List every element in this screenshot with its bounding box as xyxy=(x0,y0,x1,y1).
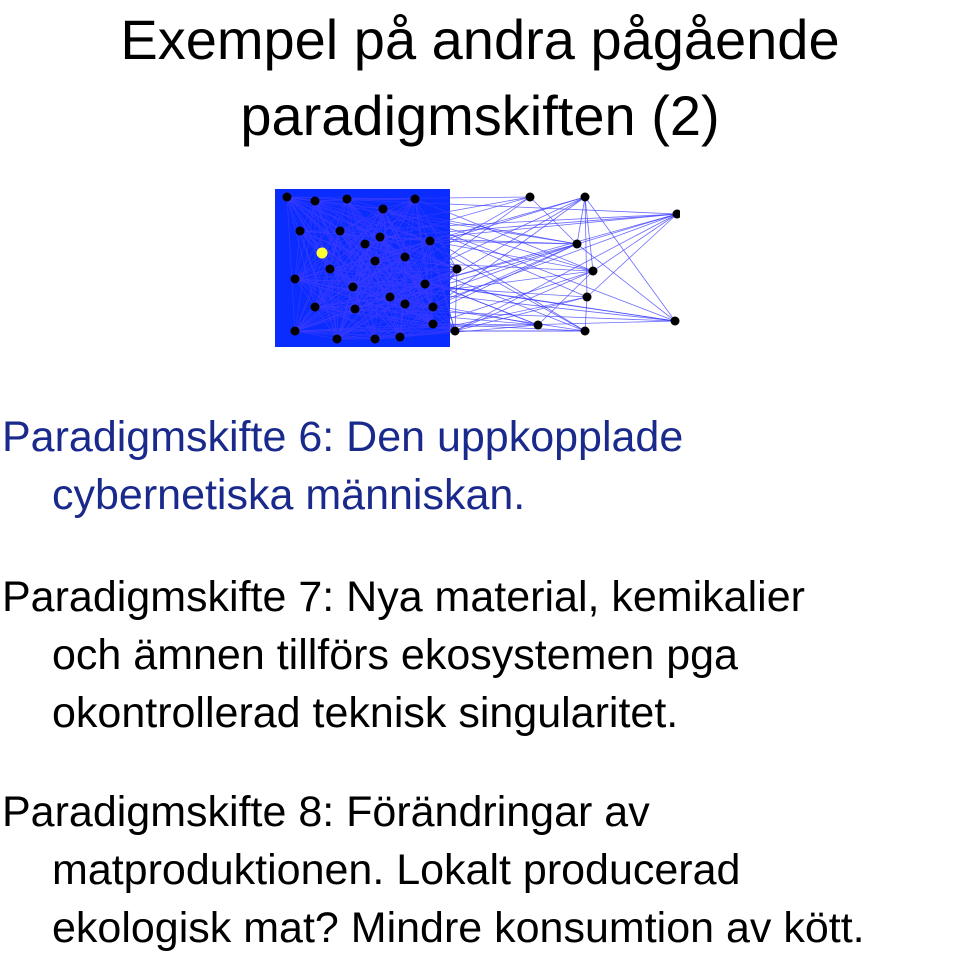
network-node xyxy=(283,193,292,202)
network-node xyxy=(573,240,582,249)
network-node xyxy=(581,193,590,202)
network-node xyxy=(311,197,320,206)
network-node xyxy=(371,335,380,344)
network-node xyxy=(343,195,352,204)
paradigm-shift-8-line-1: Paradigmskifte 8: Förändringar av xyxy=(2,788,650,836)
network-edge xyxy=(455,269,457,331)
paradigm-shift-7-line-2: och ämnen tillförs ekosystemen pga xyxy=(52,631,738,679)
network-graph-image xyxy=(275,189,680,347)
network-node xyxy=(429,303,438,312)
network-node xyxy=(589,267,598,276)
network-node xyxy=(534,321,543,330)
network-node xyxy=(451,327,460,336)
network-node xyxy=(583,293,592,302)
network-edge xyxy=(593,214,677,271)
network-node xyxy=(296,227,305,236)
paradigm-shift-8 xyxy=(2,783,960,957)
network-node xyxy=(371,257,380,266)
highlighted-network-node xyxy=(317,248,328,259)
network-node xyxy=(526,193,535,202)
network-node xyxy=(351,305,360,314)
slide-title xyxy=(0,2,960,154)
network-node xyxy=(326,265,335,274)
paradigm-shift-8-line-3: ekologisk mat? Mindre konsumtion av kött. xyxy=(52,904,865,952)
paradigm-shift-6-line-2: cybernetiska människan. xyxy=(52,471,526,519)
paradigm-shift-6 xyxy=(2,408,960,524)
network-node xyxy=(336,227,345,236)
network-node xyxy=(396,333,405,342)
network-node xyxy=(581,327,590,336)
network-node xyxy=(411,195,420,204)
network-node xyxy=(401,253,410,262)
network-node xyxy=(401,300,410,309)
network-node xyxy=(333,335,342,344)
network-node xyxy=(429,320,438,329)
slide-title-line-1: Exempel på andra pågående xyxy=(120,8,840,71)
network-node xyxy=(311,303,320,312)
network-node xyxy=(379,205,388,214)
network-node xyxy=(386,293,395,302)
network-node xyxy=(361,240,370,249)
network-node xyxy=(291,275,300,284)
network-node xyxy=(376,233,385,242)
paradigm-shift-7-line-3: okontrollerad teknisk singularitet. xyxy=(52,689,679,737)
network-edge xyxy=(585,297,587,331)
paradigm-shift-7 xyxy=(2,568,960,742)
paradigm-shift-8-line-2: matproduktionen. Lokalt producerad xyxy=(52,846,741,894)
paradigm-shift-6-line-1: Paradigmskifte 6: Den uppkopplade xyxy=(2,413,684,461)
network-node xyxy=(421,280,430,289)
slide-title-line-2: paradigmskiften (2) xyxy=(240,84,720,147)
paradigm-shift-7-line-1: Paradigmskifte 7: Nya material, kemikalier xyxy=(2,573,805,621)
network-edge xyxy=(577,244,675,321)
network-edge xyxy=(577,197,585,244)
network-node xyxy=(453,265,462,274)
network-node xyxy=(291,327,300,336)
network-node xyxy=(671,317,680,326)
network-node xyxy=(349,283,358,292)
network-node xyxy=(426,237,435,246)
